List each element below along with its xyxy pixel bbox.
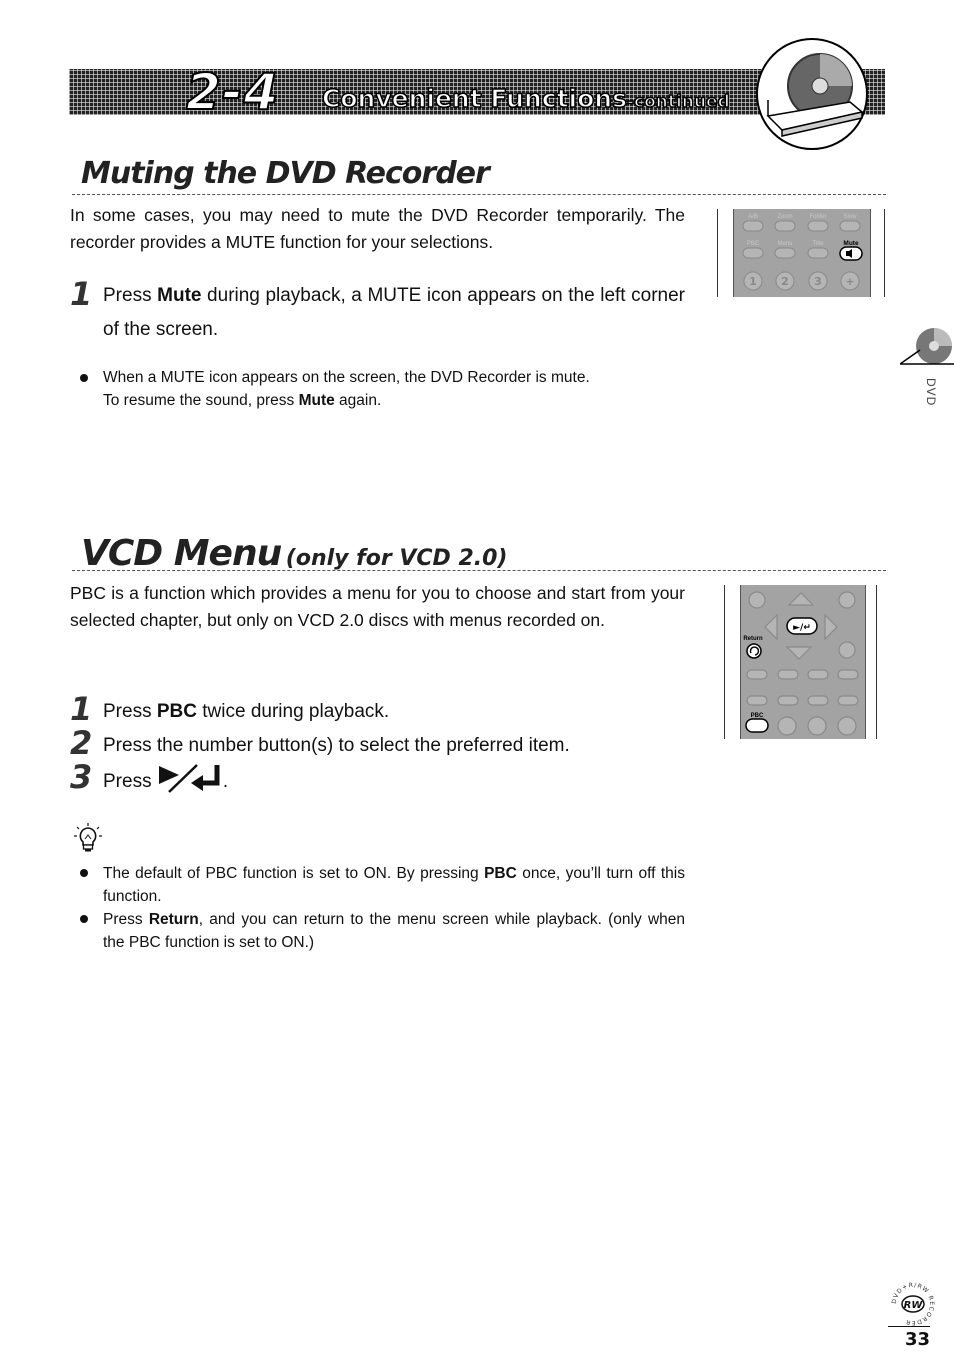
sidebar-tab-dvd: DVD xyxy=(924,378,938,407)
dvd-rw-logo xyxy=(888,1280,938,1331)
page-number: 33 xyxy=(888,1326,930,1350)
chapter-title xyxy=(322,84,730,117)
remote-edge-right xyxy=(884,209,885,297)
vcd-step-3-text: Press . xyxy=(103,763,228,799)
dvd-player-icon xyxy=(756,38,868,150)
mute-bullet-1: When a MUTE icon appears on the screen, the DVD Recorder is mute. To resume the sound, press Mute again. xyxy=(103,369,590,409)
play-enter-icon xyxy=(157,763,223,793)
remote-digit: + xyxy=(845,275,855,288)
remote-edge-right xyxy=(876,585,877,739)
remote-vcd-illustration xyxy=(740,585,866,739)
remote-return-label: Return xyxy=(743,636,763,642)
remote-edge-left xyxy=(724,585,725,739)
remote-label: Folder xyxy=(809,214,827,220)
mute-step-1-number: 1 xyxy=(70,275,93,313)
remote-pbc-label: PBC xyxy=(750,713,764,719)
remote-digit: 1 xyxy=(749,275,757,288)
vcd-section-title: VCD Menu (only for VCD 2.0) xyxy=(81,533,508,574)
lightbulb-tip-icon xyxy=(74,823,102,858)
remote-label: Menu xyxy=(777,241,793,247)
vcd-step-2-text: Press the number button(s) to select the preferred item. xyxy=(103,735,570,756)
vcd-step-3-number: 3 xyxy=(70,758,93,796)
mute-section-title: Muting the DVD Recorder xyxy=(81,156,489,191)
bullet-dot xyxy=(80,374,88,382)
sidebar-disc-icon xyxy=(900,326,954,373)
vcd-bullet-1: The default of PBC function is set to ON. By pressing PBC once, you’ll turn off this function. xyxy=(103,865,685,905)
remote-label: A/B xyxy=(748,214,758,220)
remote-label: Zoom xyxy=(777,214,793,220)
vcd-intro: PBC is a function which provides a menu for you to choose and start from your selected chapter, but only on VCD 2.0 discs with menus recorded on. xyxy=(70,583,685,630)
remote-mute-illustration xyxy=(733,209,871,297)
vcd-step-1-text: Press PBC twice during playback. xyxy=(103,701,390,722)
bullet-dot xyxy=(80,915,88,923)
logo-text: RW xyxy=(903,1300,923,1311)
chapter-title-text: Convenient Functions xyxy=(322,84,627,113)
chapter-suffix: -continued xyxy=(626,92,730,112)
remote-label: PBC xyxy=(746,241,760,247)
vcd-section-rule xyxy=(72,570,886,571)
remote-mute-label: Mute xyxy=(843,240,859,247)
logo-ring-text: DVD+R/RW RECORDER xyxy=(890,1281,936,1326)
bullet-dot xyxy=(80,869,88,877)
remote-label: Slow xyxy=(843,214,857,220)
remote-digit: 3 xyxy=(814,275,822,288)
remote-label: Title xyxy=(812,241,824,247)
vcd-step-2-number: 2 xyxy=(70,724,93,762)
remote-play-enter-label: ►/↵ xyxy=(793,623,811,633)
remote-digit: 2 xyxy=(781,275,789,288)
mute-section-rule xyxy=(72,194,886,195)
mute-step-1-text: Press Mute during playback, a MUTE icon appears on the left corner of the screen. xyxy=(103,285,685,340)
mute-intro: In some cases, you may need to mute the DVD Recorder temporarily. The recorder provides a MUTE function for your selections. xyxy=(70,205,685,252)
chapter-number: 2-4 xyxy=(186,63,280,121)
remote-edge-left xyxy=(717,209,718,297)
vcd-bullet-2: Press Return, and you can return to the menu screen while playback. (only when the PBC function is set to ON.) xyxy=(103,911,685,951)
vcd-step-1-number: 1 xyxy=(70,690,93,728)
